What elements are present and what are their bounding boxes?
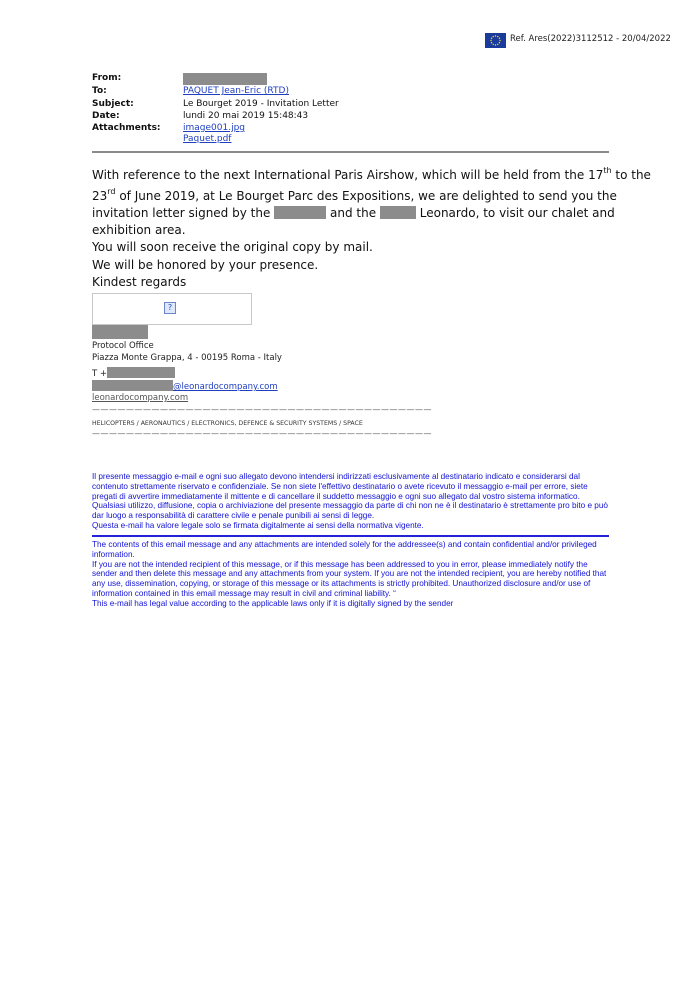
body-paragraph-line bbox=[92, 187, 617, 203]
english-disclaimer bbox=[92, 540, 612, 609]
disclaimer-text: The contents of this email message and any attachments are intended solely for the addressee(s) and contain confidential and/or privileged information. bbox=[92, 540, 597, 559]
sectors-line: HELICOPTERS / AERONAUTICS / ELECTRONICS, DEFENCE & SECURITY SYSTEMS / SPACE bbox=[92, 420, 363, 427]
header-divider bbox=[92, 151, 609, 153]
body-text: to the bbox=[611, 168, 651, 182]
sender-name-redacted bbox=[92, 325, 148, 339]
signature-phone bbox=[92, 367, 175, 379]
attachment-link[interactable]: image001.jpg bbox=[183, 123, 245, 133]
redacted-title bbox=[380, 206, 416, 219]
redacted-title bbox=[274, 206, 326, 219]
signature-email bbox=[92, 380, 278, 392]
signature-image-placeholder bbox=[92, 293, 252, 325]
disclaimer-text: Il presente messaggio e-mail e ogni suo allegato devono intendersi indirizzati esclusivamente al destinatario indicato e considerarsi dal contenuto strettamente riservato e confidenziale. Se non siete l'effettivo destinatario o avete ricevuto il messaggio e-mail per errore, siete pregati di avvertire immediatamente il mittente e di cancellare il suddetto messaggio e ogni suo allegato dal vostro sistema informatico. Qualsiasi utilizzo, diffusione, copia o archiviazione del presente messaggio da parte di chi non ne è il destinatario è strettamente pro bito e può dar luogo a responsabilità di carattere civile e penale punibili ai sensi di legge. bbox=[92, 472, 608, 521]
phone-prefix: T + bbox=[92, 369, 108, 379]
body-paragraph-line bbox=[92, 206, 615, 220]
signature-separator: ———————————————————————————————————————— bbox=[92, 405, 432, 414]
signature-separator: ———————————————————————————————————————— bbox=[92, 429, 432, 438]
date-value: lundi 20 mai 2019 15:48:43 bbox=[183, 111, 309, 121]
body-text: and the bbox=[330, 206, 377, 220]
from-redacted bbox=[183, 73, 267, 85]
email-user-redacted bbox=[92, 380, 173, 391]
body-text: of June 2019, at Le Bourget Parc des Expositions, we are delighted to send you the bbox=[115, 189, 617, 203]
disclaimer-text: If you are not the intended recipient of this message, or if this message has been addressed to you in error, please immediately notify the sender and then delete this message and any attachments from your system. If you are not the intended recipient, you are hereby notified that any use, dissemination, copying, or storage of this message or its attachments is strictly prohibited. Unauthorized disclosure and/or use of information contained in this email message may result in civil and criminal liability. “ bbox=[92, 559, 607, 598]
eu-flag-icon bbox=[485, 33, 506, 48]
ares-reference: Ref. Ares(2022)3112512 - 20/04/2022 bbox=[510, 34, 671, 44]
disclaimer-text: Questa e-mail ha valore legale solo se firmata digitalmente ai sensi della normativa vigente. bbox=[92, 520, 424, 530]
subject-value: Le Bourget 2019 - Invitation Letter bbox=[183, 99, 339, 109]
attachments-label: Attachments: bbox=[92, 123, 161, 133]
attachment-link[interactable]: Paquet.pdf bbox=[183, 134, 232, 144]
date-label: Date: bbox=[92, 111, 120, 121]
from-label: From: bbox=[92, 73, 122, 83]
phone-redacted bbox=[107, 367, 175, 378]
body-paragraph-line bbox=[92, 166, 651, 182]
to-label: To: bbox=[92, 86, 107, 96]
body-text: invitation letter signed by the bbox=[92, 206, 271, 220]
signature-office: Protocol Office bbox=[92, 341, 154, 351]
disclaimer-divider bbox=[92, 535, 609, 537]
body-paragraph-line: exhibition area. bbox=[92, 223, 186, 237]
body-text: Leonardo, to visit our chalet and bbox=[419, 206, 615, 220]
body-text: 23 bbox=[92, 189, 108, 203]
body-paragraph-line: We will be honored by your presence. bbox=[92, 258, 319, 272]
superscript: th bbox=[603, 166, 612, 175]
body-text: With reference to the next International Paris Airshow, which will be held from the 17 bbox=[92, 168, 604, 182]
website-link[interactable]: leonardocompany.com bbox=[92, 393, 189, 403]
broken-image-icon: ? bbox=[164, 302, 176, 314]
subject-label: Subject: bbox=[92, 99, 134, 109]
to-link[interactable]: PAQUET Jean-Eric (RTD) bbox=[183, 86, 289, 96]
italian-disclaimer bbox=[92, 472, 612, 531]
email-link[interactable]: @leonardocompany.com bbox=[173, 382, 278, 392]
signature-address: Piazza Monte Grappa, 4 - 00195 Roma - Italy bbox=[92, 353, 282, 363]
body-paragraph-line: You will soon receive the original copy by mail. bbox=[92, 240, 373, 254]
superscript: rd bbox=[107, 187, 116, 196]
closing-line: Kindest regards bbox=[92, 275, 187, 289]
disclaimer-text: This e-mail has legal value according to the applicable laws only if it is digitally signed by the sender bbox=[92, 598, 454, 608]
